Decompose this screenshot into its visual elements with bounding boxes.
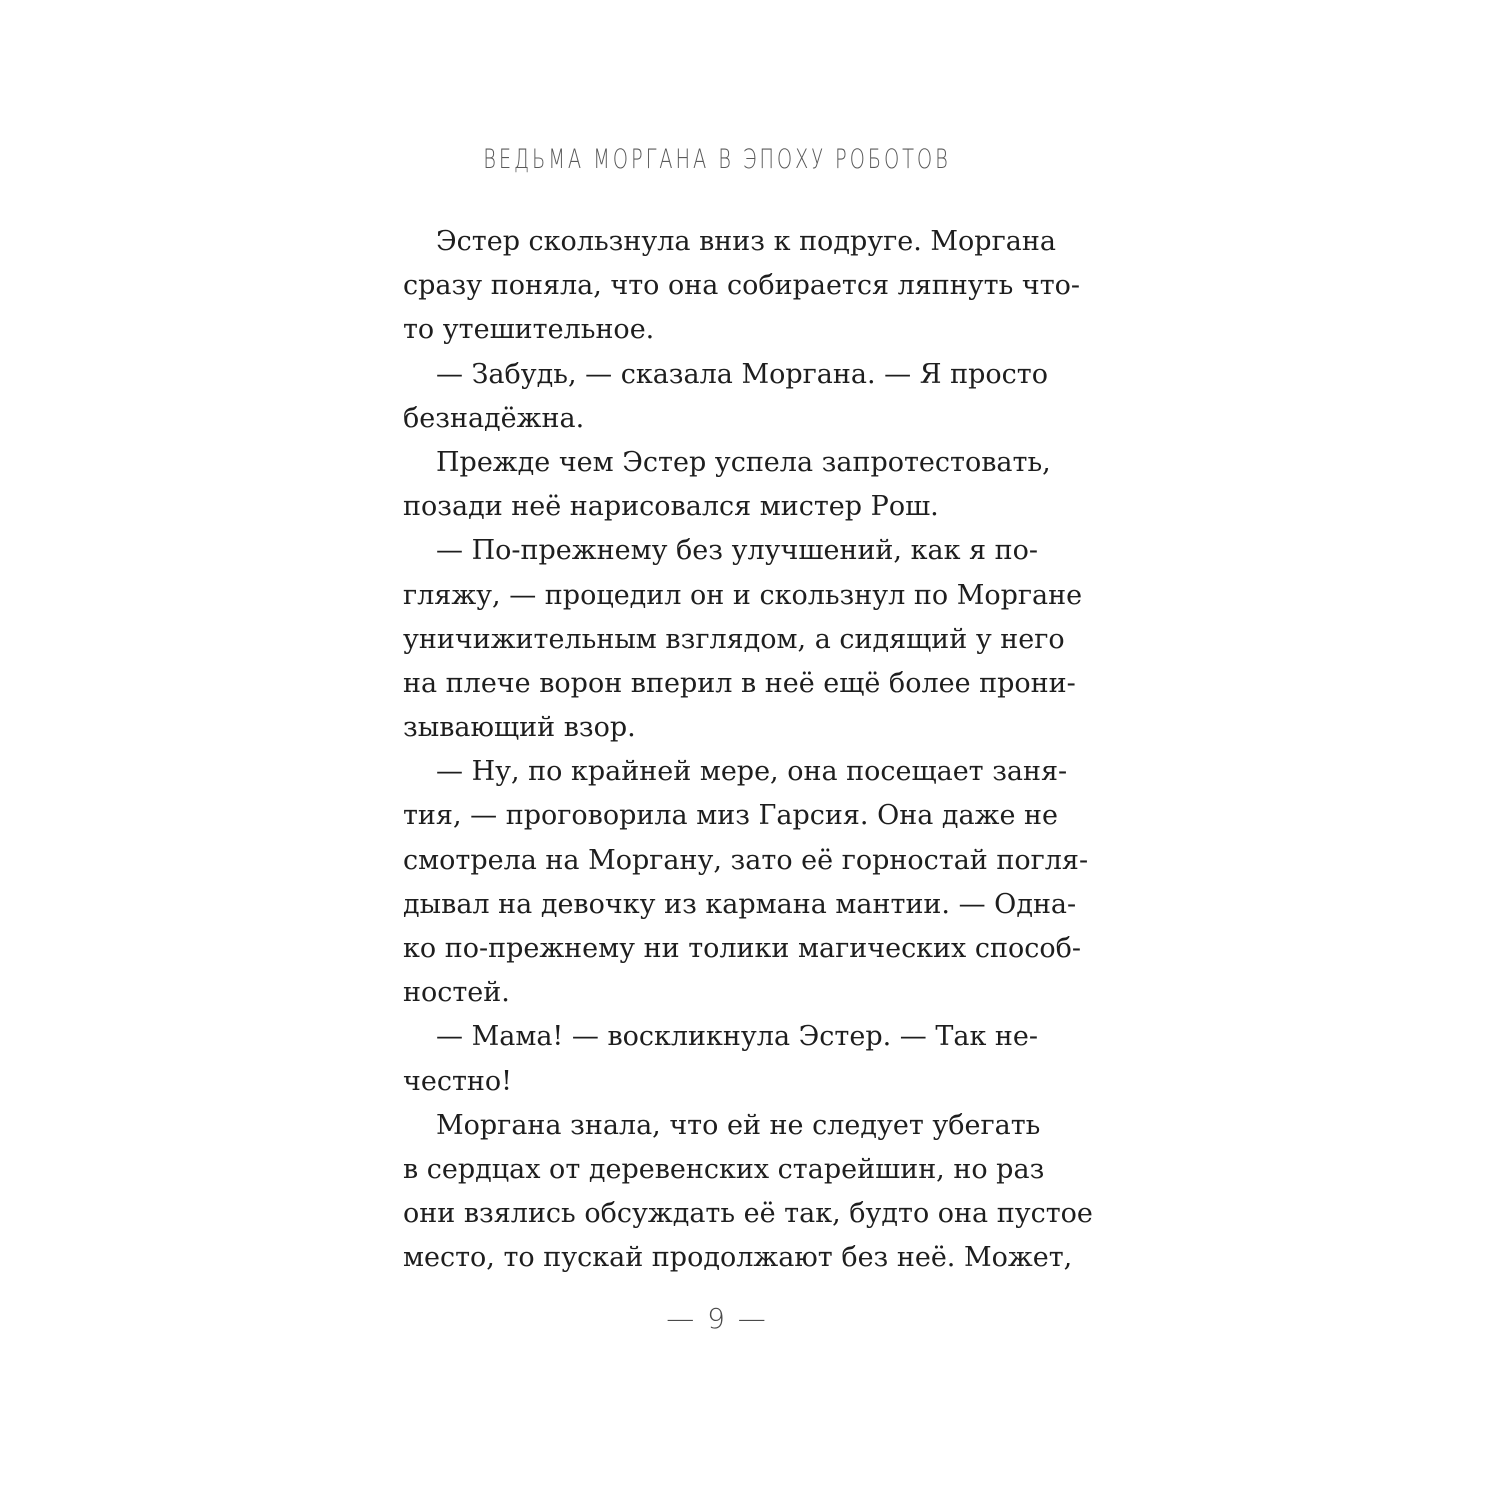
text-line: Эстер скользнула вниз к подруге. Моргана	[436, 226, 1056, 257]
text-line: Прежде чем Эстер успела запротестовать,	[436, 446, 1051, 478]
text-line: тия, — проговорила миз Гарсия. Она даже не	[403, 800, 1059, 832]
text-line: честно!	[403, 1065, 512, 1097]
body-text	[403, 220, 1093, 1281]
page-number: — 9 —	[666, 1302, 768, 1335]
text-line: — Ну, по крайней мере, она посещает заня-	[436, 756, 1068, 788]
running-head: ВЕДЬМА МОРГАНА В ЭПОХУ РОБОТОВ	[483, 144, 951, 175]
text-line: смотрела на Моргану, зато её горностай погля-	[403, 844, 1089, 876]
text-line: в сердцах от деревенских старейшин, но раз	[403, 1153, 1045, 1185]
text-line: сразу поняла, что она собирается ляпнуть что-	[403, 270, 1081, 302]
text-line: дывал на девочку из кармана мантии. — Одна-	[403, 888, 1077, 920]
text-line: — Забудь, — сказала Моргана. — Я просто	[436, 358, 1048, 390]
text-line: гляжу, — процедил он и скользнул по Моргане	[403, 579, 1083, 611]
text-line: на плече ворон вперил в неё ещё более прони-	[403, 667, 1076, 699]
text-line: ко по-прежнему ни толики магических способ-	[403, 933, 1081, 964]
text-line: — По-прежнему без улучшений, как я по-	[436, 535, 1039, 567]
text-line: они взялись обсуждать её так, будто она пустое	[403, 1198, 1093, 1230]
text-line: безнадёжна.	[403, 402, 585, 434]
text-line: — Мама! — воскликнула Эстер. — Так не-	[436, 1021, 1039, 1053]
text-line: зывающий взор.	[403, 712, 636, 744]
text-line: ностей.	[403, 977, 510, 1009]
text-line: то утешительное.	[403, 314, 655, 346]
text-line: позади неё нарисовался мистер Рош.	[403, 491, 939, 523]
text-line: уничижительным взглядом, а сидящий у него	[403, 623, 1065, 655]
text-line: Моргана знала, что ей не следует убегать	[436, 1109, 1041, 1141]
text-line: место, то пускай продолжают без неё. Может,	[403, 1242, 1073, 1274]
